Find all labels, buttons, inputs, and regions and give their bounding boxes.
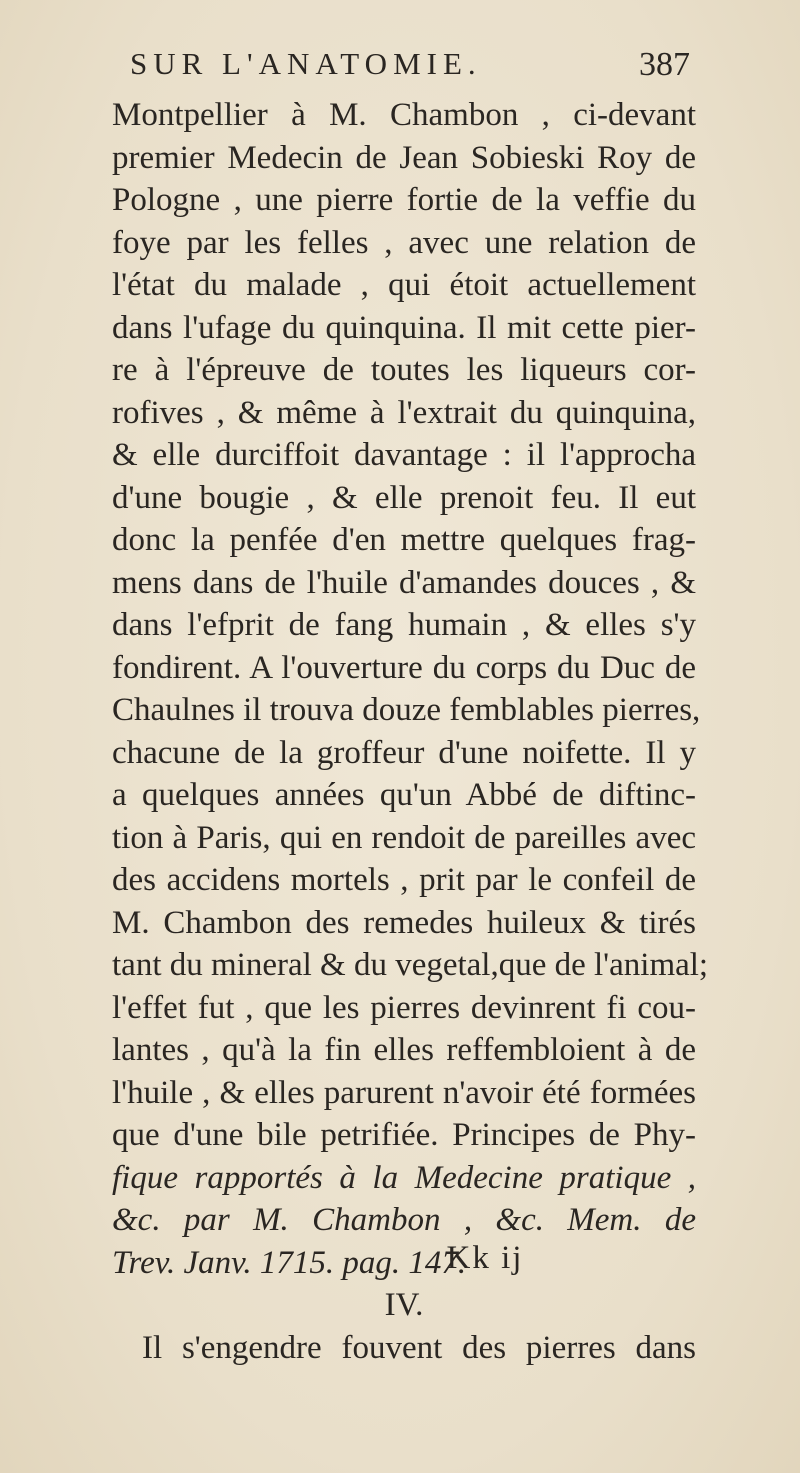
text-line: M. Chambon des remedes huileux & tirés xyxy=(112,904,696,941)
text-line: mens dans de l'huile d'amandes douces , & xyxy=(112,564,696,601)
text-line: & elle durciffoit davantage : il l'approcha xyxy=(112,437,696,473)
text-line: foye par les felles , avec une relation de xyxy=(112,224,696,261)
text-line: lantes , qu'à la fin elles reffembloient à de xyxy=(112,1032,696,1068)
section-number: IV. xyxy=(384,1287,424,1323)
text-line: Chaulnes il trouva douze femblables pierres, xyxy=(112,692,701,728)
text-line: fondirent. A l'ouverture du corps du Duc de xyxy=(112,649,696,686)
text-line: a quelques années qu'un Abbé de diftinc- xyxy=(112,777,696,813)
text-line: l'état du malade , qui étoit actuellement xyxy=(112,267,696,303)
text-line: re à l'épreuve de toutes les liqueurs cor- xyxy=(112,352,696,388)
text-line: l'effet fut , que les pierres devinrent fi cou- xyxy=(112,989,696,1026)
text-line: tion à Paris, qui en rendoit de pareilles avec xyxy=(112,819,696,856)
text-line: Pologne , une pierre fortie de la veffie du xyxy=(112,182,696,218)
text-line: dans l'efprit de fang humain , & elles s'y xyxy=(112,607,696,643)
text-line: Montpellier à M. Chambon , ci-devant xyxy=(112,97,696,133)
text-line: des accidens mortels , prit par le confeil de xyxy=(112,862,696,898)
text-line: que d'une bile petrifiée. Principes de Phy- xyxy=(112,1117,696,1153)
citation-line: &c. par M. Chambon , &c. Mem. de xyxy=(112,1202,696,1238)
text-line: tant du mineral & du vegetal,que de l'animal; xyxy=(112,947,709,983)
text-line: Il s'engendre fouvent des pierres dans xyxy=(142,1329,696,1366)
body-text xyxy=(112,94,709,1369)
page-number: 387 xyxy=(639,46,690,83)
text-line: chacune de la groffeur d'une noifette. Il y xyxy=(112,734,696,771)
text-line: donc la penfée d'en mettre quelques frag- xyxy=(112,522,696,558)
text-line: premier Medecin de Jean Sobieski Roy de xyxy=(112,139,696,176)
text-line: d'une bougie , & elle prenoit feu. Il eut xyxy=(112,479,696,516)
running-head: SUR L'ANATOMIE. xyxy=(130,46,482,81)
signature-mark: Kk ij xyxy=(446,1240,524,1276)
text-line: rofives , & même à l'extrait du quinquina, xyxy=(112,394,696,431)
page-header xyxy=(130,46,690,96)
text-line: dans l'ufage du quinquina. Il mit cette pier- xyxy=(112,309,696,346)
citation-line: fique rapportés à la Medecine pratique , xyxy=(112,1159,696,1196)
text-line: l'huile , & elles parurent n'avoir été formées xyxy=(112,1074,696,1111)
citation-line: Trev. Janv. 1715. pag. 147. xyxy=(112,1244,467,1281)
